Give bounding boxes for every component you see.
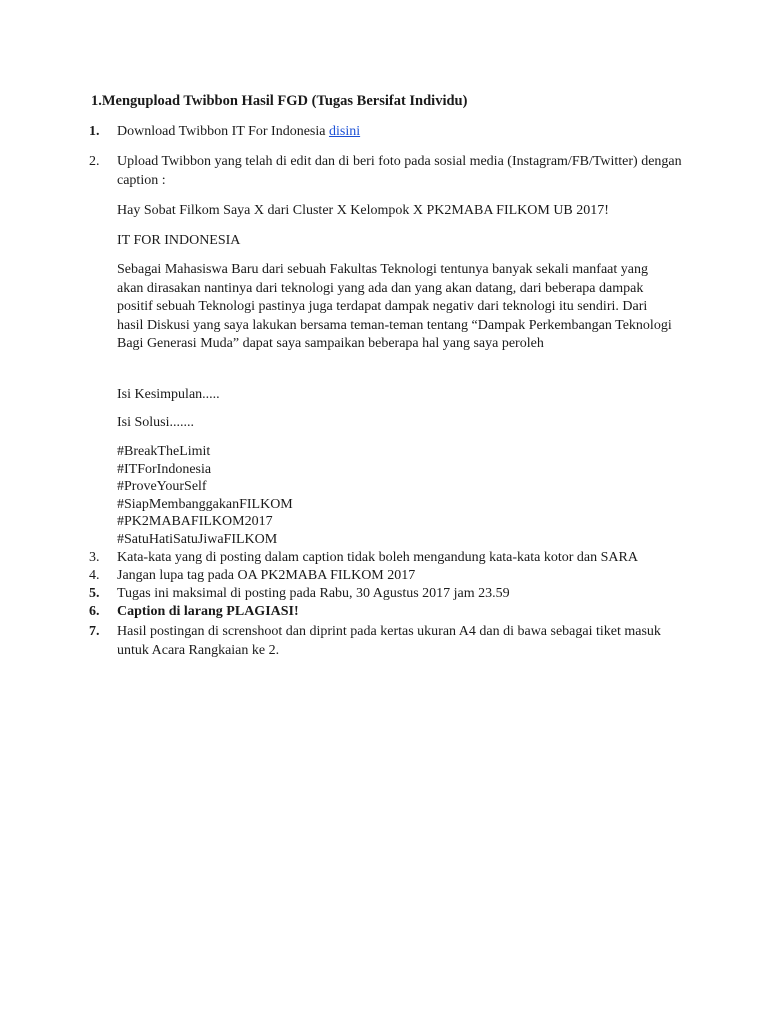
hashtag: #ITForIndonesia (117, 461, 212, 477)
item-1 (117, 123, 687, 142)
item-5: Tugas ini maksimal di posting pada Rabu, 30 Agustus 2017 jam 23.59 (117, 586, 510, 601)
item-1-text: Download Twibbon IT For Indonesia (117, 124, 329, 139)
hashtag: #ProveYourSelf (117, 479, 207, 494)
item-number-5: 5. (89, 586, 100, 601)
hashtag: #SiapMembanggakanFILKOM (117, 496, 293, 512)
hashtag: #SatuHatiSatuJiwaFILKOM (117, 531, 278, 547)
caption-body: Sebagai Mahasiswa Baru dari sebuah Fakultas Teknologi tentunya banyak sekali manfaat yang akan dirasakan nantinya dari teknologi yang ada dan yang akan datang, dari beberapa dampak positif sebuah Teknologi pastinya juga terdapat dampak negativ dari teknologi itu sendiri. Dari hasil Diskusi yang saya lakukan bersama teman-teman tentang “Dampak Perkembangan Teknologi Bagi Generasi Muda” dapat saya sampaikan beberapa hal yang saya peroleh (117, 262, 672, 351)
item-number-6: 6. (89, 604, 100, 619)
hashtag-list (117, 443, 687, 548)
caption-conclusion: Isi Kesimpulan..... (117, 387, 220, 402)
item-number-7: 7. (89, 624, 100, 639)
caption-greeting: Hay Sobat Filkom Saya X dari Cluster X Kelompok X PK2MABA FILKOM UB 2017! (117, 203, 609, 218)
hashtag: #PK2MABAFILKOM2017 (117, 514, 273, 529)
hashtag: #BreakTheLimit (117, 444, 211, 459)
item-number-1: 1. (89, 124, 100, 139)
item-3: Kata-kata yang di posting dalam caption tidak boleh mengandung kata-kata kotor dan SARA (117, 550, 638, 565)
item-2: Upload Twibbon yang telah di edit dan di beri foto pada sosial media (Instagram/FB/Twitter) dengan caption : (117, 154, 682, 188)
item-number-3: 3. (89, 550, 100, 565)
item-7: Hasil postingan di screnshoot dan diprint pada kertas ukuran A4 dan di bawa sebagai tiket masuk untuk Acara Rangkaian ke 2. (117, 624, 661, 658)
disini-link[interactable]: disini (328, 124, 361, 139)
item-4: Jangan lupa tag pada OA PK2MABA FILKOM 2017 (117, 568, 416, 583)
item-6: Caption di larang PLAGIASI! (117, 604, 299, 619)
caption-tagline: IT FOR INDONESIA (117, 233, 241, 248)
caption-solution: Isi Solusi....... (117, 415, 195, 430)
item-number-2: 2. (89, 154, 100, 169)
item-number-4: 4. (89, 568, 100, 583)
document-heading: 1.Mengupload Twibbon Hasil FGD (Tugas Bersifat Individu) (91, 93, 468, 109)
